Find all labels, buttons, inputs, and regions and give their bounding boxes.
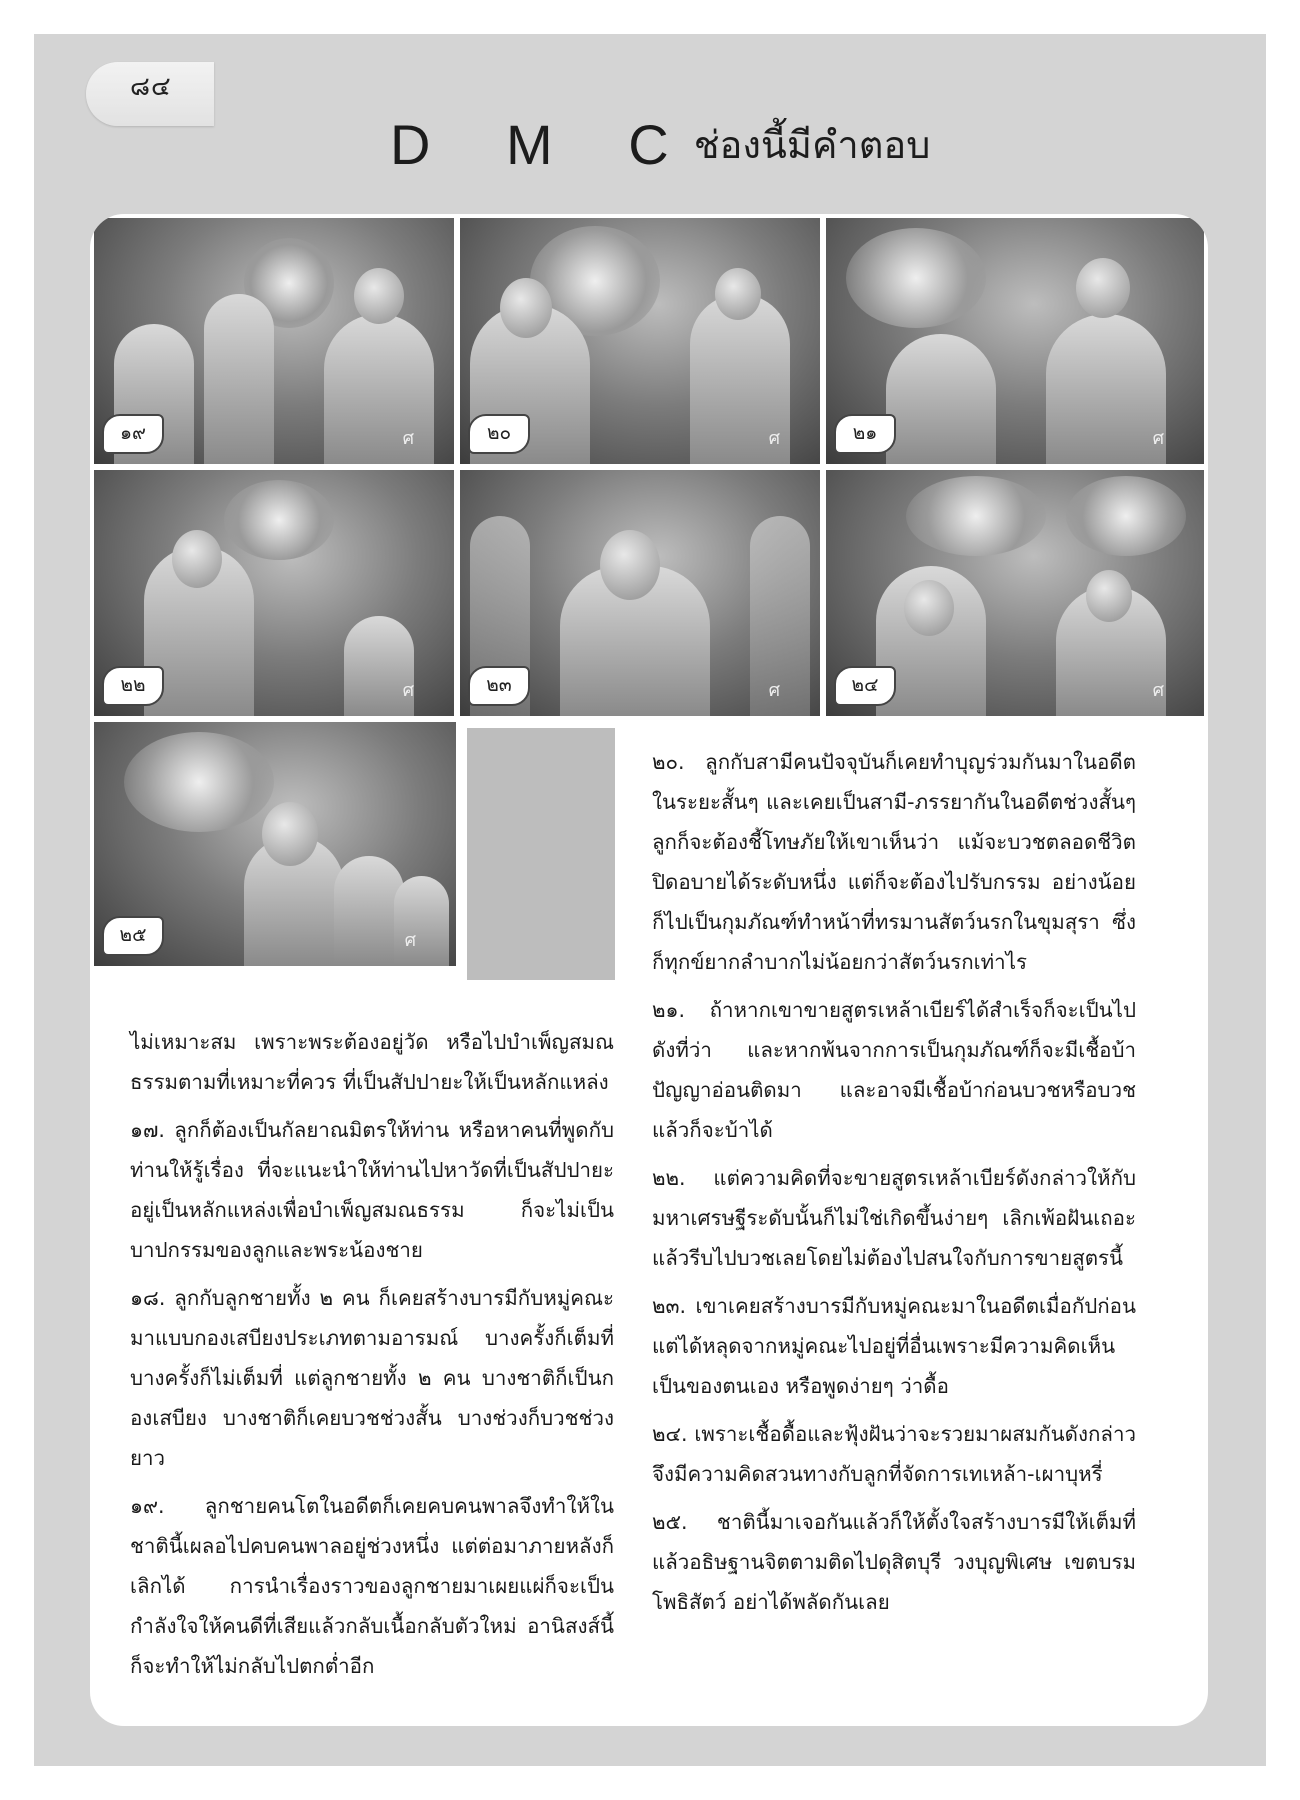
illustration-24 (826, 470, 1204, 716)
illustration-25 (94, 722, 456, 966)
artist-signature: ศ (1152, 428, 1164, 449)
paragraph: ๑๙. ลูกชายคนโตในอดีตก็เคยคบคนพาลจึงทำให้ในชาตินี้เผลอไปคบคนพาลอยู่ช่วงหนึ่ง แต่ต่อมาภายหลังก็เลิกได้ การนำเรื่องราวของลูกชายมาเผยแผ่ก็จะเป็นกำลังใจให้คนดีที่เสียแล้วกลับเนื้อกลับตัวใหม่ อานิสงส์นี้ก็จะทำให้ไม่กลับไปตกต่ำอีก (130, 1494, 614, 1678)
paragraph: ๒๕. ชาตินี้มาเจอกันแล้วก็ให้ตั้งใจสร้างบารมีให้เต็มที่ แล้วอธิษฐานจิตตามติดไปดุสิตบุรี วงบุญพิเศษ เขตบรมโพธิสัตว์ อย่าได้พลัดกันเลย (652, 1510, 1136, 1614)
illustration-22 (94, 470, 454, 716)
artist-signature: ศ (404, 930, 416, 951)
paragraph: ๑๗. ลูกก็ต้องเป็นกัลยาณมิตรให้ท่าน หรือหาคนที่พูดกับท่านให้รู้เรื่อง ที่จะแนะนำให้ท่านไปหาวัดที่เป็นสัปปายะอยู่เป็นหลักแหล่งเพื่อบำเพ็ญสมณธรรม ก็จะไม่เป็นบาปกรรมของลูกและพระน้องชาย (130, 1118, 614, 1262)
artist-signature: ศ (768, 428, 780, 449)
illustration-label: ๒๔ (834, 666, 896, 706)
illustration-19 (94, 218, 454, 464)
gray-spacer-block (467, 728, 615, 980)
paragraph: ไม่เหมาะสม เพราะพระต้องอยู่วัด หรือไปบำเพ็ญสมณธรรมตามที่เหมาะที่ควร ที่เป็นสัปปายะให้เป็นหลักแหล่ง (130, 1030, 614, 1094)
illustration-label: ๒๑ (834, 414, 896, 454)
illustration-label: ๒๕ (102, 916, 164, 956)
paragraph: ๑๘. ลูกกับลูกชายทั้ง ๒ คน ก็เคยสร้างบารมีกับหมู่คณะมาแบบกองเสบียงประเภทตามอารมณ์ บางครั้งก็เต็มที่ บางครั้งก็ไม่เต็มที่ แต่ลูกชายทั้ง ๒ คน บางชาติก็เป็นกองเสบียง บางชาติก็เคยบวชช่วงสั้น บางช่วงก็บวชช่วงยาว (130, 1286, 614, 1470)
paragraph: ๒๐. ลูกกับสามีคนปัจจุบันก็เคยทำบุญร่วมกันมาในอดีตในระยะสั้นๆ และเคยเป็นสามี-ภรรยากันในอดีตช่วงสั้นๆ ลูกก็จะต้องชี้โทษภัยให้เขาเห็นว่า แม้จะบวชตลอดชีวิตปิดอบายได้ระดับหนึ่ง แต่ก็จะต้องไปรับกรรม อย่างน้อยก็ไปเป็นกุมภัณฑ์ทำหน้าที่ทรมานสัตว์นรกในขุมสุรา ซึ่งก็ทุกข์ยากลำบากไม่น้อยกว่าสัตว์นรกเท่าไร (652, 750, 1136, 974)
paragraph: ๒๔. เพราะเชื้อดื้อและฟุ้งฝันว่าจะรวยมาผสมกันดังกล่าวจึงมีความคิดสวนทางกับลูกที่จัดการเทเหล้า-เผาบุหรี่ (652, 1422, 1136, 1486)
illustration-20 (460, 218, 820, 464)
page-number: ๘๔ (130, 72, 172, 102)
title-subtitle: ช่องนี้มีคำตอบ (693, 123, 931, 167)
illustration-label: ๒๐ (468, 414, 530, 454)
illustration-label: ๒๒ (102, 666, 164, 706)
artist-signature: ศ (768, 680, 780, 701)
illustration-23 (460, 470, 820, 716)
title-dmc: D M C (390, 113, 699, 176)
page-title (390, 112, 930, 182)
illustration-label: ๑๙ (102, 414, 164, 454)
right-text-column (652, 742, 1136, 1630)
paragraph: ๒๓. เขาเคยสร้างบารมีกับหมู่คณะมาในอดีตเมื่อกัปก่อน แต่ได้หลุดจากหมู่คณะไปอยู่ที่อื่นเพราะมีความคิดเห็นเป็นของตนเอง หรือพูดง่ายๆ ว่าดื้อ (652, 1294, 1136, 1398)
paragraph: ๒๒. แต่ความคิดที่จะขายสูตรเหล้าเบียร์ดังกล่าวให้กับมหาเศรษฐีระดับนั้นก็ไม่ใช่เกิดขึ้นง่ายๆ เลิกเพ้อฝันเถอะ แล้วรีบไปบวชเลยโดยไม่ต้องไปสนใจกับการขายสูตรนี้ (652, 1166, 1136, 1270)
illustration-label: ๒๓ (468, 666, 530, 706)
paragraph: ๒๑. ถ้าหากเขาขายสูตรเหล้าเบียร์ได้สำเร็จก็จะเป็นไปดังที่ว่า และหากพ้นจากการเป็นกุมภัณฑ์ก็จะมีเชื้อบ้า ปัญญาอ่อนติดมา และอาจมีเชื้อบ้าก่อนบวชหรือบวชแล้วก็จะบ้าได้ (652, 998, 1136, 1142)
illustration-21 (826, 218, 1204, 464)
artist-signature: ศ (402, 428, 414, 449)
artist-signature: ศ (1152, 680, 1164, 701)
artist-signature: ศ (402, 680, 414, 701)
left-text-column (130, 1022, 614, 1694)
